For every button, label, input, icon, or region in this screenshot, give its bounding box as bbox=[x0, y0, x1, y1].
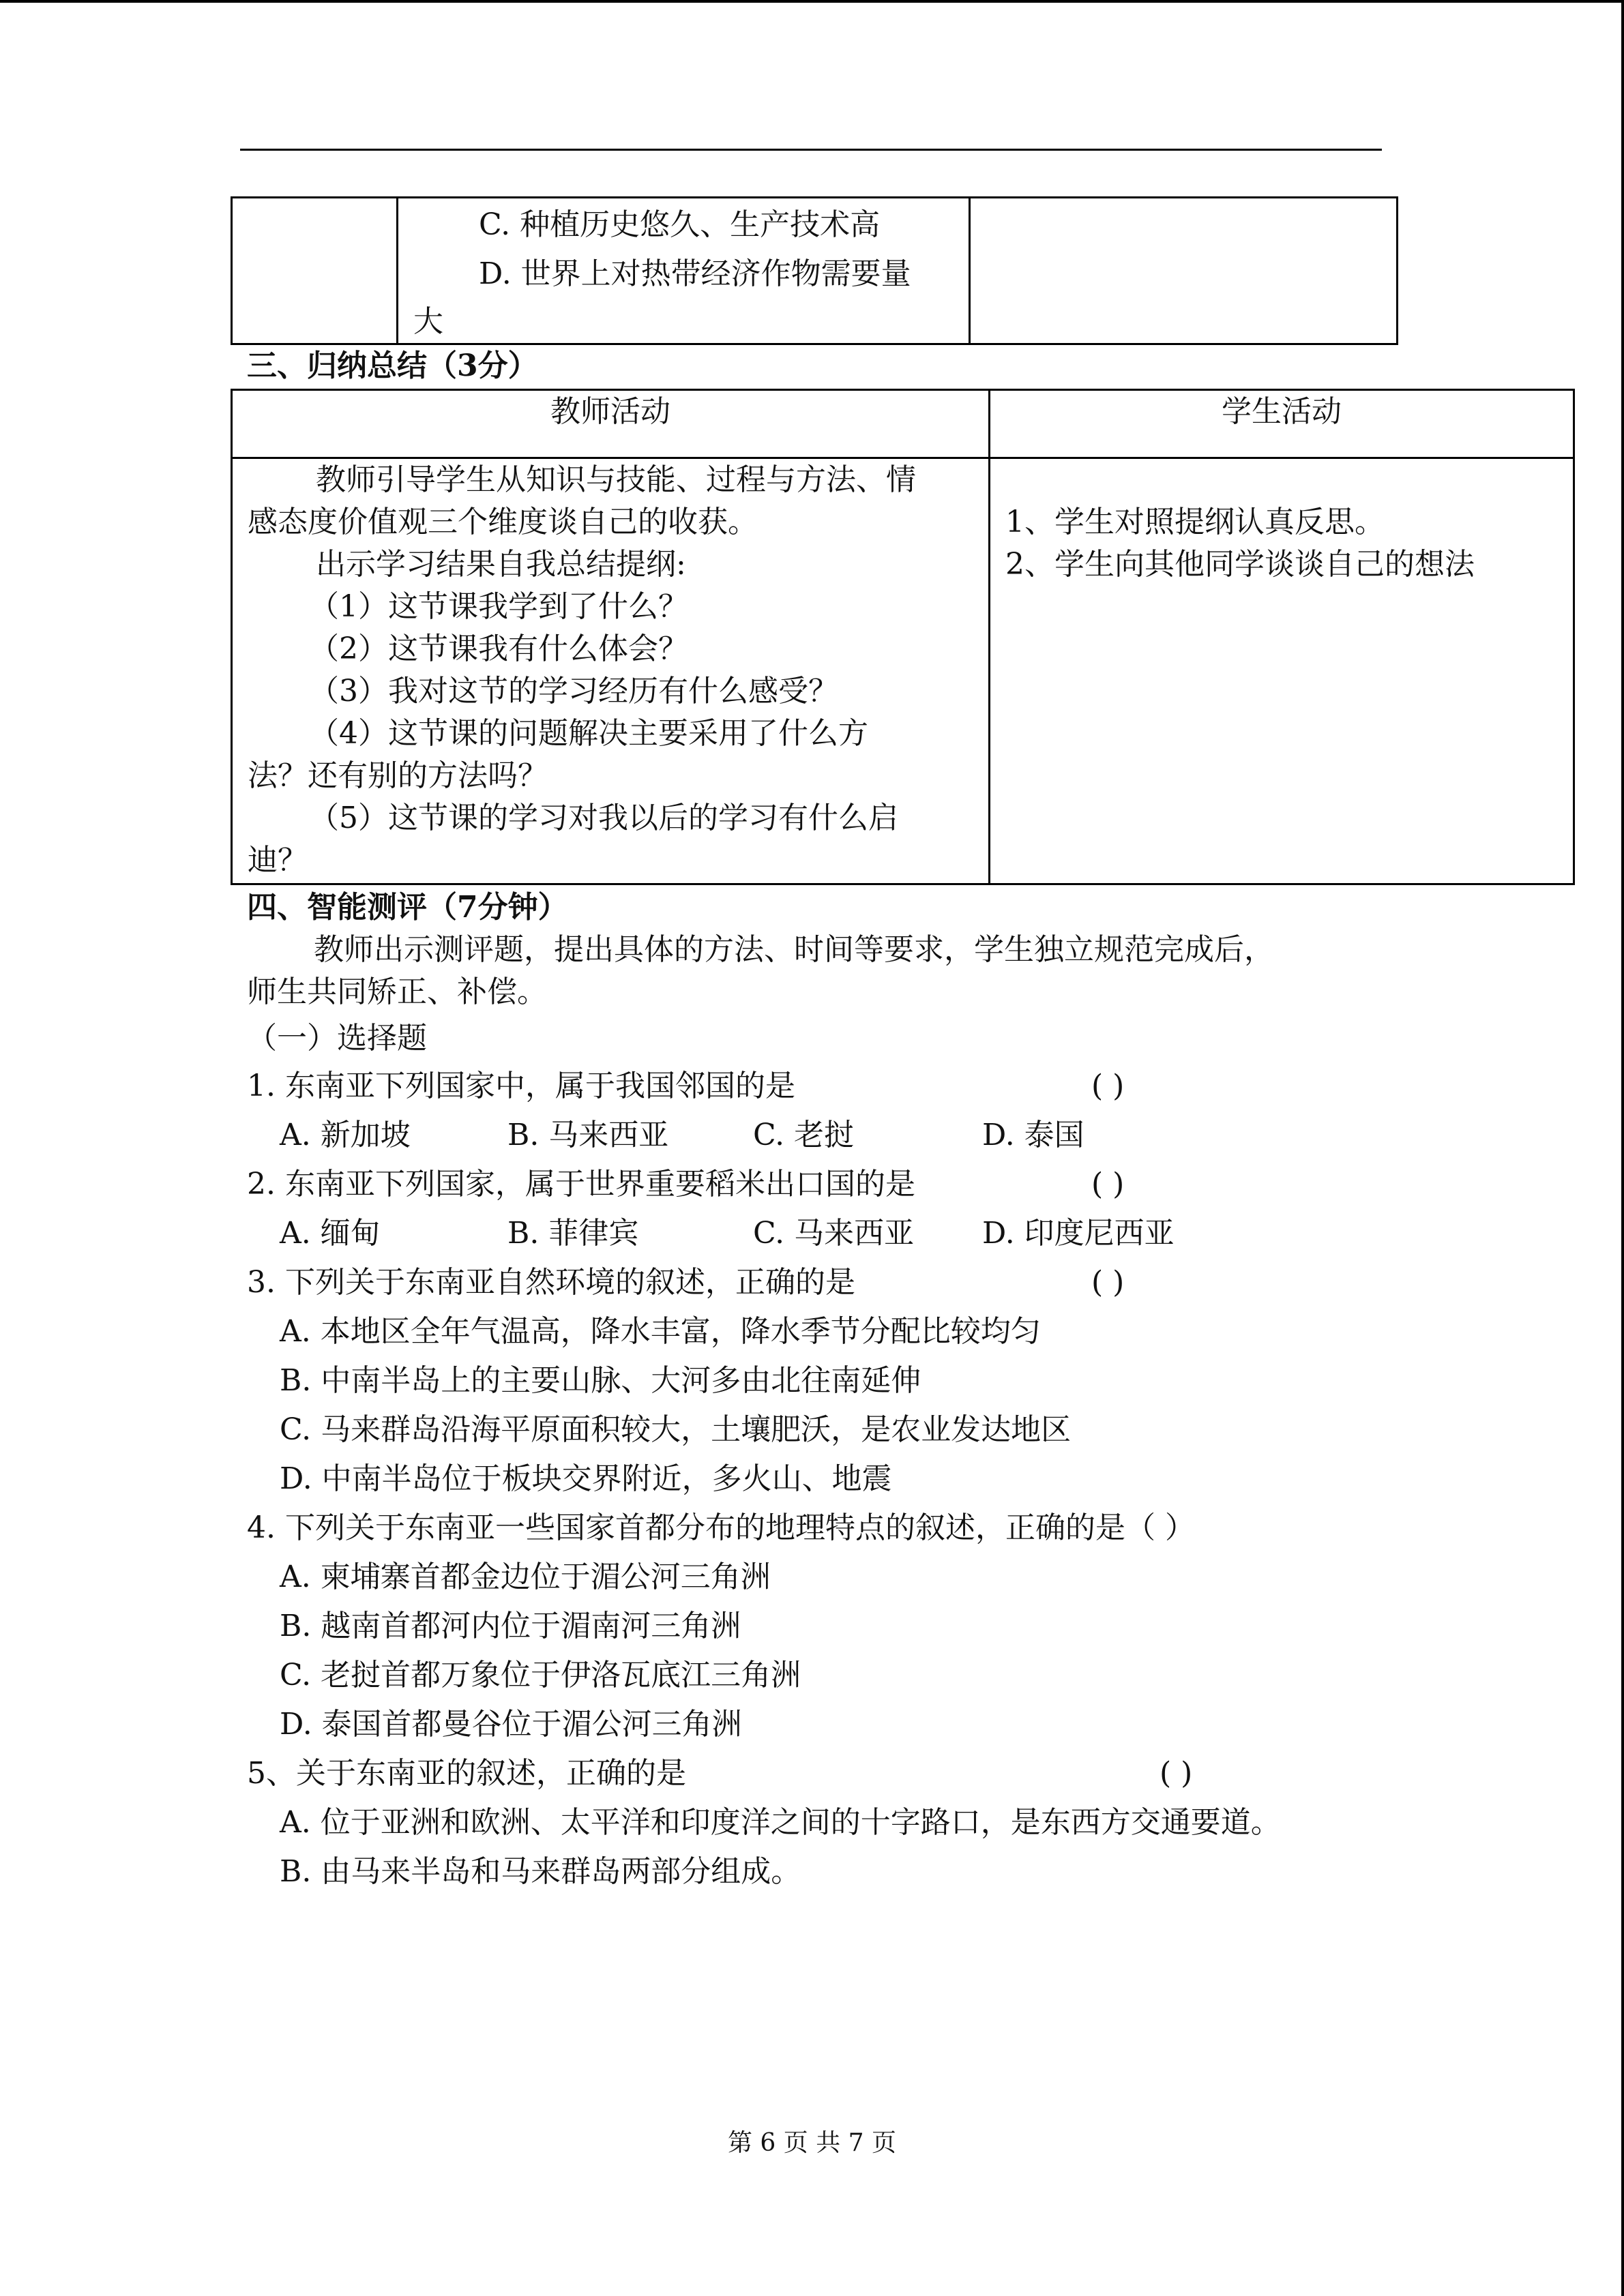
teacher-line: （2）这节课我有什么体会？ bbox=[309, 631, 688, 666]
question-4-option-d: D. 泰国首都曼谷位于湄公河三角洲 bbox=[280, 1707, 742, 1742]
header-rule bbox=[240, 149, 1382, 151]
teacher-line: 出示学习结果自我总结提纲: bbox=[316, 547, 686, 582]
question-2-option-c: C. 马来西亚 bbox=[753, 1216, 915, 1251]
teacher-line: 迪？ bbox=[248, 843, 308, 878]
question-4-option-b: B. 越南首都河内位于湄南河三角洲 bbox=[280, 1609, 741, 1643]
teacher-line: 教师引导学生从知识与技能、过程与方法、情 bbox=[316, 462, 916, 497]
question-2-stem: 2. 东南亚下列国家，属于世界重要稻米出口国的是 bbox=[247, 1167, 915, 1202]
section4-intro-line2: 师生共同矫正、补偿。 bbox=[247, 974, 547, 1009]
option-d-line: D. 世界上对热带经济作物需要量 bbox=[479, 256, 911, 291]
section4-heading: 四、智能测评（7分钟） bbox=[247, 890, 568, 925]
teacher-activity-body bbox=[232, 458, 990, 884]
question-1-option-d: D. 泰国 bbox=[982, 1118, 1084, 1152]
question-1-option-c: C. 老挝 bbox=[753, 1118, 855, 1152]
top-table-cell-left bbox=[232, 198, 398, 344]
question-3-stem: 3. 下列关于东南亚自然环境的叙述，正确的是 bbox=[247, 1265, 855, 1300]
question-3-option-d: D. 中南半岛位于板块交界附近，多火山、地震 bbox=[280, 1461, 892, 1496]
top-table-cell-right bbox=[970, 198, 1398, 344]
question-2-answer-blank: ( ) bbox=[1091, 1167, 1125, 1202]
teacher-line: （1）这节课我学到了什么？ bbox=[309, 589, 688, 624]
section3-heading: 三、归纳总结（3分） bbox=[247, 348, 538, 383]
teacher-activity-header bbox=[232, 390, 990, 458]
option-d-continued: 大 bbox=[413, 304, 443, 339]
question-3-option-b: B. 中南半岛上的主要山脉、大河多由北往南延伸 bbox=[280, 1363, 921, 1398]
teacher-line: （5）这节课的学习对我以后的学习有什么启 bbox=[309, 801, 898, 835]
page-frame-right bbox=[1621, 0, 1624, 2296]
top-table-cell-middle bbox=[398, 198, 970, 344]
choice-questions-subheading: （一）选择题 bbox=[247, 1021, 427, 1056]
student-activity-body bbox=[990, 458, 1574, 884]
summary-table bbox=[231, 389, 1575, 885]
question-1-answer-blank: ( ) bbox=[1091, 1069, 1125, 1103]
page-frame-top bbox=[0, 0, 1624, 3]
question-5-answer-blank: ( ) bbox=[1160, 1756, 1193, 1791]
question-3-answer-blank: ( ) bbox=[1091, 1265, 1125, 1300]
question-4-option-c: C. 老挝首都万象位于伊洛瓦底江三角洲 bbox=[280, 1658, 801, 1693]
question-4-stem: 4. 下列关于东南亚一些国家首都分布的地理特点的叙述，正确的是（ ） bbox=[247, 1510, 1195, 1545]
question-2-option-a: A. 缅甸 bbox=[280, 1216, 381, 1251]
question-2-option-d: D. 印度尼西亚 bbox=[982, 1216, 1175, 1251]
question-4-option-a: A. 柬埔寨首都金边位于湄公河三角洲 bbox=[280, 1560, 771, 1594]
question-3-option-c: C. 马来群岛沿海平原面积较大，土壤肥沃，是农业发达地区 bbox=[280, 1412, 1072, 1447]
section4-intro-line1: 教师出示测评题，提出具体的方法、时间等要求，学生独立规范完成后， bbox=[314, 932, 1274, 967]
teacher-line: 法？还有别的方法吗？ bbox=[248, 758, 548, 793]
teacher-activity-title: 教师活动 bbox=[550, 394, 670, 429]
teacher-line: 感态度价值观三个维度谈自己的收获。 bbox=[248, 505, 758, 539]
question-5-option-a: A. 位于亚洲和欧洲、太平洋和印度洋之间的十字路口，是东西方交通要道。 bbox=[280, 1805, 1281, 1840]
question-2-option-b: B. 菲律宾 bbox=[507, 1216, 639, 1251]
question-3-option-a: A. 本地区全年气温高，降水丰富，降水季节分配比较均匀 bbox=[280, 1314, 1041, 1349]
page-footer: 第 6 页 共 7 页 bbox=[727, 2129, 897, 2157]
student-activity-header bbox=[990, 390, 1574, 458]
top-table bbox=[231, 196, 1398, 345]
student-line: 2、学生向其他同学谈谈自己的想法 bbox=[1005, 547, 1475, 582]
question-1-stem: 1. 东南亚下列国家中，属于我国邻国的是 bbox=[247, 1069, 795, 1103]
question-1-option-a: A. 新加坡 bbox=[280, 1118, 411, 1152]
question-5-option-b: B. 由马来半岛和马来群岛两部分组成。 bbox=[280, 1854, 801, 1889]
question-5-stem: 5、关于东南亚的叙述，正确的是 bbox=[247, 1756, 686, 1791]
student-activity-title: 学生活动 bbox=[1222, 394, 1342, 429]
option-c-line: C. 种植历史悠久、生产技术高 bbox=[479, 207, 881, 242]
question-1-option-b: B. 马来西亚 bbox=[507, 1118, 669, 1152]
teacher-line: （4）这节课的问题解决主要采用了什么方 bbox=[309, 716, 868, 751]
teacher-line: （3）我对这节的学习经历有什么感受？ bbox=[309, 674, 838, 709]
student-line: 1、学生对照提纲认真反思。 bbox=[1005, 505, 1385, 539]
